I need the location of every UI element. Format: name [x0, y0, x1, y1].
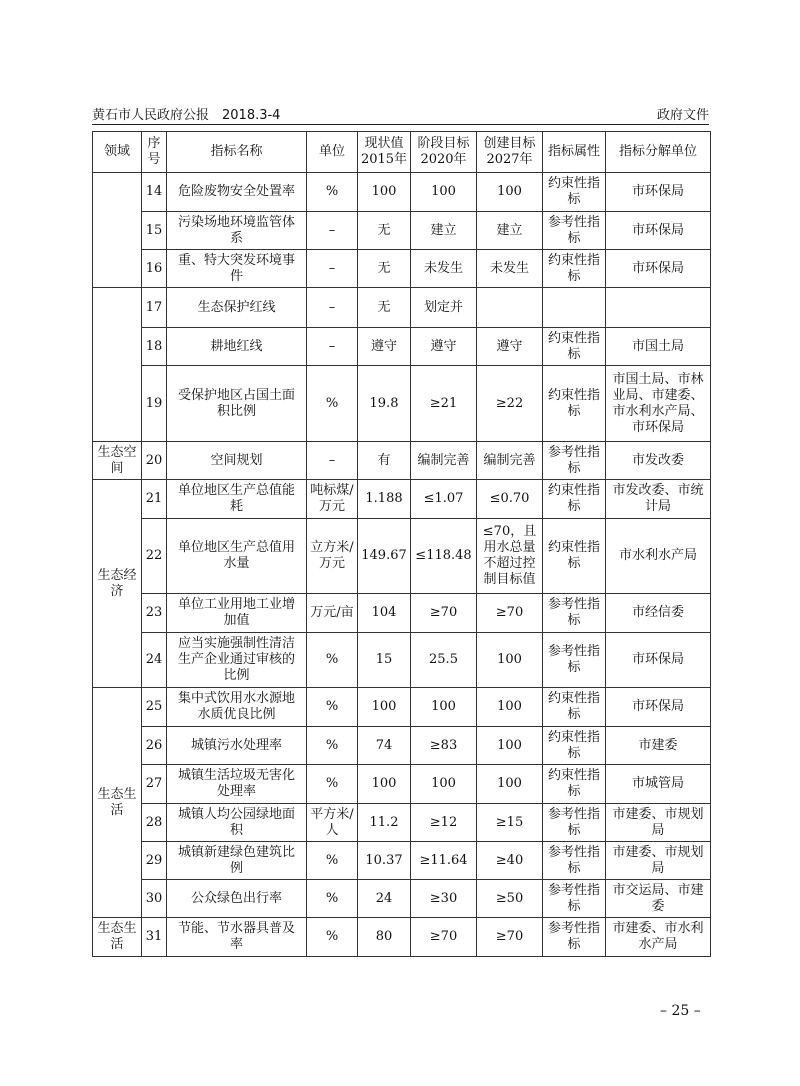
cell-stage: ≥21 — [411, 366, 477, 442]
cell-seq: 22 — [142, 519, 167, 594]
cell-seq: 17 — [142, 288, 167, 328]
cell-attr: 参考性指标 — [543, 880, 606, 918]
domain-cell — [93, 173, 142, 288]
cell-dept: 市环保局 — [606, 173, 711, 212]
cell-name: 单位地区生产总值用水量 — [167, 519, 307, 594]
cell-name: 空间规划 — [167, 442, 307, 480]
cell-target — [477, 288, 543, 328]
cell-stage: 建立 — [411, 212, 477, 250]
cell-dept: 市国土局 — [606, 328, 711, 366]
table-row — [93, 250, 711, 288]
cell-stage: ≥30 — [411, 880, 477, 918]
table-body — [93, 173, 711, 957]
cell-stage: 编制完善 — [411, 442, 477, 480]
cell-seq: 23 — [142, 594, 167, 633]
table-header-row — [93, 132, 711, 173]
cell-attr: 参考性指标 — [543, 842, 606, 880]
cell-dept: 市建委、市规划局 — [606, 804, 711, 842]
cell-name: 受保护地区占国土面积比例 — [167, 366, 307, 442]
cell-dept: 市环保局 — [606, 212, 711, 250]
cell-seq: 19 — [142, 366, 167, 442]
cell-target: 未发生 — [477, 250, 543, 288]
cell-seq: 14 — [142, 173, 167, 212]
cell-current: 24 — [358, 880, 411, 918]
cell-current: 遵守 — [358, 328, 411, 366]
domain-cell: 生态生活 — [93, 918, 142, 957]
cell-current: 10.37 — [358, 842, 411, 880]
cell-dept: 市交运局、市建委 — [606, 880, 711, 918]
cell-current: 100 — [358, 765, 411, 804]
cell-name: 污染场地环境监管体系 — [167, 212, 307, 250]
cell-name: 集中式饮用水水源地水质优良比例 — [167, 688, 307, 727]
table-row — [93, 173, 711, 212]
cell-seq: 15 — [142, 212, 167, 250]
cell-attr: 约束性指标 — [543, 480, 606, 519]
cell-attr: 约束性指标 — [543, 173, 606, 212]
cell-attr: 约束性指标 — [543, 328, 606, 366]
table-row — [93, 633, 711, 688]
cell-current: 无 — [358, 288, 411, 328]
cell-dept: 市建委、市水利水产局 — [606, 918, 711, 957]
cell-current: 11.2 — [358, 804, 411, 842]
cell-seq: 31 — [142, 918, 167, 957]
cell-seq: 18 — [142, 328, 167, 366]
indicator-table — [92, 131, 711, 957]
cell-target: 建立 — [477, 212, 543, 250]
cell-unit: % — [307, 688, 358, 727]
cell-attr: 约束性指标 — [543, 250, 606, 288]
cell-target: 100 — [477, 633, 543, 688]
cell-current: 有 — [358, 442, 411, 480]
cell-stage: ≥83 — [411, 727, 477, 765]
cell-unit: 吨标煤/万元 — [307, 480, 358, 519]
cell-attr: 参考性指标 — [543, 442, 606, 480]
cell-unit: – — [307, 442, 358, 480]
cell-dept: 市环保局 — [606, 688, 711, 727]
domain-cell — [93, 288, 142, 442]
cell-target: 100 — [477, 727, 543, 765]
cell-seq: 29 — [142, 842, 167, 880]
cell-unit: % — [307, 727, 358, 765]
cell-current: 15 — [358, 633, 411, 688]
cell-name: 应当实施强制性清洁生产企业通过审核的比例 — [167, 633, 307, 688]
cell-dept: 市国土局、市林业局、市建委、市水利水产局、市环保局 — [606, 366, 711, 442]
cell-stage: 25.5 — [411, 633, 477, 688]
cell-stage: 100 — [411, 765, 477, 804]
cell-dept — [606, 288, 711, 328]
cell-attr: 参考性指标 — [543, 594, 606, 633]
cell-attr: 约束性指标 — [543, 366, 606, 442]
cell-target: 遵守 — [477, 328, 543, 366]
table-row — [93, 918, 711, 957]
table-row — [93, 880, 711, 918]
cell-unit: – — [307, 328, 358, 366]
cell-current: 74 — [358, 727, 411, 765]
domain-cell: 生态生活 — [93, 688, 142, 918]
cell-target: ≥70 — [477, 594, 543, 633]
table-row — [93, 328, 711, 366]
table-row — [93, 480, 711, 519]
cell-stage: ≥11.64 — [411, 842, 477, 880]
cell-stage: ≤1.07 — [411, 480, 477, 519]
cell-unit: 平方米/人 — [307, 804, 358, 842]
table-row — [93, 212, 711, 250]
cell-unit: % — [307, 173, 358, 212]
col-seq: 序号 — [142, 132, 167, 173]
cell-current: 无 — [358, 212, 411, 250]
cell-stage: ≥12 — [411, 804, 477, 842]
cell-seq: 27 — [142, 765, 167, 804]
cell-stage: 划定并 — [411, 288, 477, 328]
cell-dept: 市发改委 — [606, 442, 711, 480]
cell-seq: 25 — [142, 688, 167, 727]
section-title: 政府文件 — [656, 108, 709, 123]
cell-dept: 市建委、市规划局 — [606, 842, 711, 880]
cell-name: 公众绿色出行率 — [167, 880, 307, 918]
cell-target: ≥40 — [477, 842, 543, 880]
cell-target: ≤0.70 — [477, 480, 543, 519]
cell-dept: 市经信委 — [606, 594, 711, 633]
cell-name: 城镇污水处理率 — [167, 727, 307, 765]
cell-name: 危险废物安全处置率 — [167, 173, 307, 212]
cell-stage: ≤118.48 — [411, 519, 477, 594]
cell-unit: – — [307, 212, 358, 250]
cell-unit: % — [307, 918, 358, 957]
cell-target: ≤70，且用水总量不超过控制目标值 — [477, 519, 543, 594]
page-number: – 25 – — [660, 1003, 701, 1019]
cell-target: ≥50 — [477, 880, 543, 918]
domain-cell: 生态空间 — [93, 442, 142, 480]
cell-dept: 市城管局 — [606, 765, 711, 804]
cell-stage: 遵守 — [411, 328, 477, 366]
cell-stage: ≥70 — [411, 594, 477, 633]
cell-target: ≥15 — [477, 804, 543, 842]
cell-seq: 26 — [142, 727, 167, 765]
cell-dept: 市环保局 — [606, 633, 711, 688]
cell-target: 100 — [477, 173, 543, 212]
cell-target: ≥70 — [477, 918, 543, 957]
col-name: 指标名称 — [167, 132, 307, 173]
cell-attr: 参考性指标 — [543, 212, 606, 250]
cell-current: 104 — [358, 594, 411, 633]
table-row — [93, 804, 711, 842]
cell-unit: % — [307, 765, 358, 804]
cell-seq: 30 — [142, 880, 167, 918]
cell-attr: 参考性指标 — [543, 633, 606, 688]
cell-target: ≥22 — [477, 366, 543, 442]
cell-seq: 28 — [142, 804, 167, 842]
cell-seq: 20 — [142, 442, 167, 480]
cell-name: 重、特大突发环境事件 — [167, 250, 307, 288]
cell-stage: 100 — [411, 173, 477, 212]
cell-current: 80 — [358, 918, 411, 957]
col-attr: 指标属性 — [543, 132, 606, 173]
col-domain: 领域 — [93, 132, 142, 173]
cell-stage: 未发生 — [411, 250, 477, 288]
cell-unit: % — [307, 880, 358, 918]
publication-title: 黄石市人民政府公报 2018.3-4 — [92, 108, 281, 123]
cell-current: 100 — [358, 688, 411, 727]
col-current: 现状值2015年 — [358, 132, 411, 173]
cell-name: 城镇生活垃圾无害化处理率 — [167, 765, 307, 804]
cell-target: 100 — [477, 688, 543, 727]
cell-name: 城镇人均公园绿地面积 — [167, 804, 307, 842]
cell-attr — [543, 288, 606, 328]
cell-attr: 约束性指标 — [543, 727, 606, 765]
table-row — [93, 442, 711, 480]
table-row — [93, 688, 711, 727]
cell-unit: % — [307, 633, 358, 688]
cell-target: 编制完善 — [477, 442, 543, 480]
cell-attr: 约束性指标 — [543, 688, 606, 727]
col-stage: 阶段目标2020年 — [411, 132, 477, 173]
cell-seq: 21 — [142, 480, 167, 519]
cell-current: 100 — [358, 173, 411, 212]
cell-name: 城镇新建绿色建筑比例 — [167, 842, 307, 880]
cell-seq: 16 — [142, 250, 167, 288]
cell-attr: 约束性指标 — [543, 765, 606, 804]
cell-attr: 参考性指标 — [543, 804, 606, 842]
cell-target: 100 — [477, 765, 543, 804]
cell-unit: – — [307, 250, 358, 288]
table-row — [93, 519, 711, 594]
cell-unit: % — [307, 366, 358, 442]
cell-name: 节能、节水器具普及率 — [167, 918, 307, 957]
cell-dept: 市建委 — [606, 727, 711, 765]
col-target: 创建目标2027年 — [477, 132, 543, 173]
cell-attr: 参考性指标 — [543, 918, 606, 957]
cell-attr: 约束性指标 — [543, 519, 606, 594]
cell-seq: 24 — [142, 633, 167, 688]
cell-current: 19.8 — [358, 366, 411, 442]
cell-name: 单位工业用地工业增加值 — [167, 594, 307, 633]
table-row — [93, 727, 711, 765]
cell-current: 1.188 — [358, 480, 411, 519]
cell-current: 149.67 — [358, 519, 411, 594]
page-header — [92, 98, 709, 125]
cell-unit: – — [307, 288, 358, 328]
cell-unit: 立方米/万元 — [307, 519, 358, 594]
table-row — [93, 765, 711, 804]
cell-name: 耕地红线 — [167, 328, 307, 366]
cell-stage: ≥70 — [411, 918, 477, 957]
cell-unit: % — [307, 842, 358, 880]
cell-name: 单位地区生产总值能耗 — [167, 480, 307, 519]
col-unit: 单位 — [307, 132, 358, 173]
table-row — [93, 288, 711, 328]
cell-dept: 市水利水产局 — [606, 519, 711, 594]
domain-cell: 生态经济 — [93, 480, 142, 688]
col-dept: 指标分解单位 — [606, 132, 711, 173]
table-row — [93, 842, 711, 880]
cell-stage: 100 — [411, 688, 477, 727]
cell-name: 生态保护红线 — [167, 288, 307, 328]
table-row — [93, 366, 711, 442]
table-row — [93, 594, 711, 633]
cell-unit: 万元/亩 — [307, 594, 358, 633]
cell-dept: 市环保局 — [606, 250, 711, 288]
cell-current: 无 — [358, 250, 411, 288]
cell-dept: 市发改委、市统计局 — [606, 480, 711, 519]
